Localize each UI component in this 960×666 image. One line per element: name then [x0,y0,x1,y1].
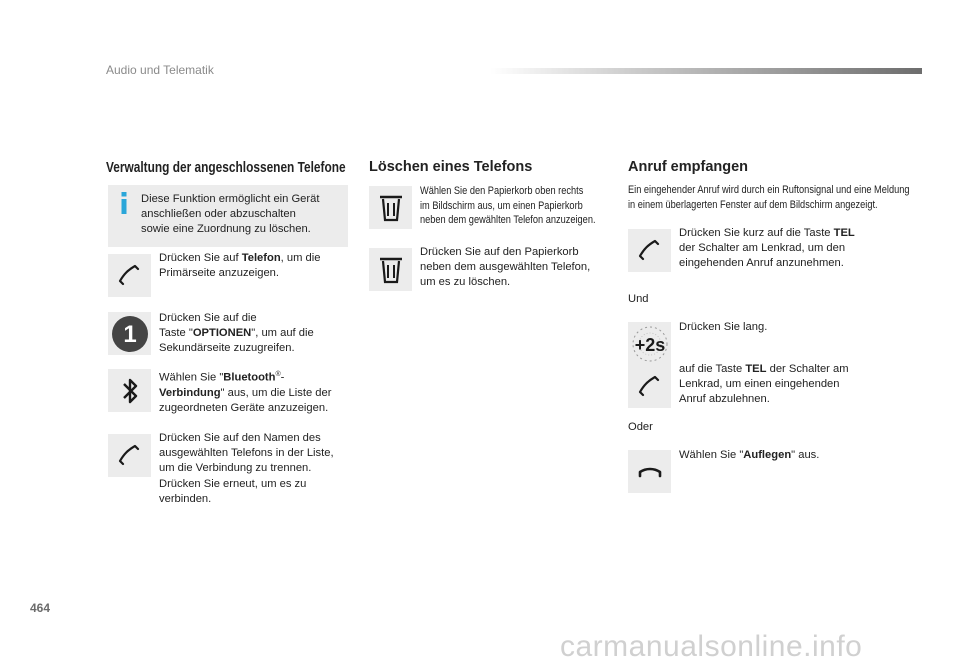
phone-icon [628,229,671,272]
page-number: 464 [30,601,51,615]
and-label: Und [628,293,649,305]
long-press-icon [628,322,671,365]
step-text-delete: Drücken Sie auf den Papierkorb neben dem ausgewählten Telefon, um es zu löschen. [420,246,591,289]
svg-text:1: 1 [122,320,137,348]
step-text-hang-up: Wählen Sie "Auflegen" aus. [679,449,820,461]
step-text-disconnect: Drücken Sie auf den Namen des ausgewählten Telefons in der Liste, um die Verbindung zu trennen. Drücken Sie erneut, um es zu verbinden. [159,432,334,505]
step-text-accept-call: Drücken Sie kurz auf die Taste TEL der Schalter am Lenkrad, um den eingehenden Anruf anzunehmen. [679,227,855,270]
step-text-bluetooth: Wählen Sie "Bluetooth®- Verbindung" aus, um die Liste der zugeordneten Geräte anzuzeigen. [159,371,332,415]
bluetooth-icon [108,369,151,412]
info-icon [119,192,129,214]
or-label: Oder [628,421,653,433]
trash-icon [369,186,412,229]
hang-up-icon [628,450,671,493]
header-rule [490,68,922,74]
step-text-reject-call: auf die Taste TEL der Schalter am Lenkrad, um einen eingehenden Anruf abzulehnen. [679,363,849,406]
phone-icon [628,365,671,408]
header-title: Audio und Telematik [106,63,214,77]
step-text-phone: Drücken Sie auf Telefon, um die Primärseite anzuzeigen. [159,252,321,280]
step-text-select-trash: Wählen Sie den Papierkorb oben rechts im Bildschirm aus, um einen Papierkorb neben dem gewählten Telefon anzuzeigen. [420,185,596,227]
phone-icon [108,434,151,477]
step-text-options: Drücken Sie auf die Taste "OPTIONEN", um auf die Sekundärseite zuzugreifen. [159,312,314,355]
watermark: carmanualsonline.info [560,630,863,663]
svg-text:+2s: +2s [634,334,665,355]
phone-icon [108,254,151,297]
intro-text: Ein eingehender Anruf wird durch ein Ruftonsignal und eine Meldung in einem überlagerten Fenster auf dem Bildschirm angezeigt. [628,184,910,211]
section-heading-manage-phones: Verwaltung der angeschlossenen Telefone [106,160,346,176]
step-text-long-press: Drücken Sie lang. [679,321,768,333]
section-heading-delete-phone: Löschen eines Telefons [369,159,533,175]
trash-icon [369,248,412,291]
info-text: Diese Funktion ermöglicht ein Gerät anschließen oder abzuschalten sowie eine Zuordnung zu löschen. [141,193,320,236]
number-one-icon [108,312,151,355]
section-heading-receive-call: Anruf empfangen [628,159,749,175]
